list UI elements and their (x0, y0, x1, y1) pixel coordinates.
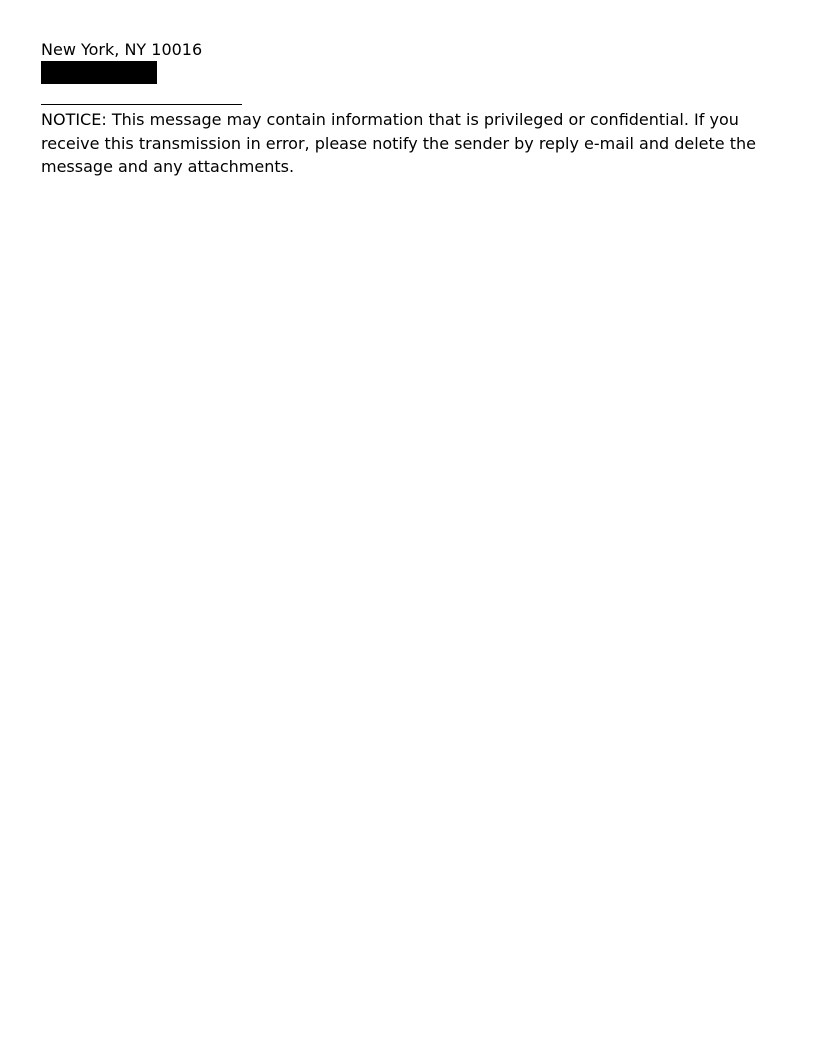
email-footer (41, 38, 781, 179)
redaction-block (41, 61, 157, 84)
separator-line (41, 104, 242, 105)
confidentiality-notice: NOTICE: This message may contain information that is privileged or confidential. If you receive this transmission in error, please notify the sender by reply e-mail and delete the message and any attachments. (41, 110, 756, 176)
address-line: New York, NY 10016 (41, 40, 203, 59)
